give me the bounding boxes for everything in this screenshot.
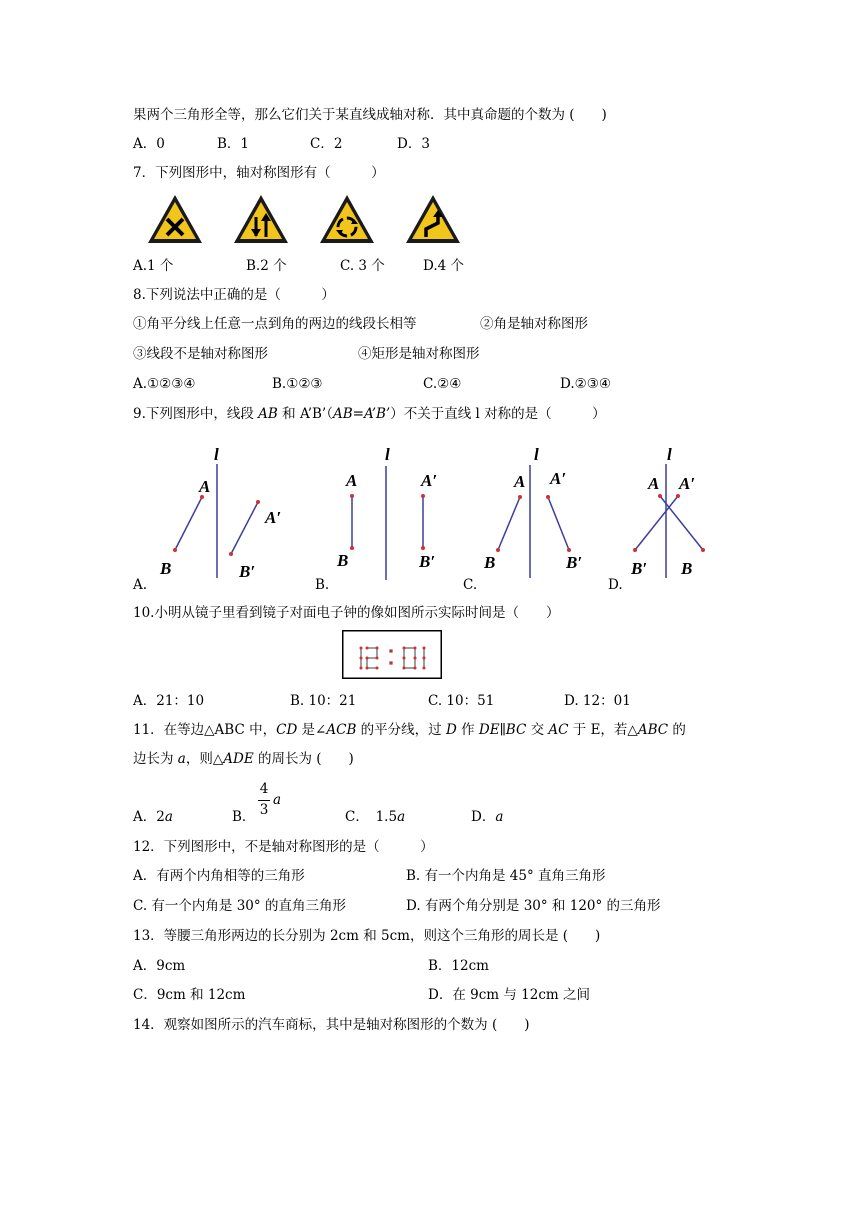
q7-option-d: D.4 个 xyxy=(423,258,465,274)
label-a: A xyxy=(346,471,358,490)
q9-option-a: A. xyxy=(133,577,148,593)
q12-option-b: B. 有一个内角是 45° 直角三角形 xyxy=(406,868,606,884)
q11-option-b: B． xyxy=(232,809,256,825)
label-l: l xyxy=(385,445,390,464)
q8-option-d: D.②③④ xyxy=(560,376,611,392)
q7-option-b: B.2 个 xyxy=(246,258,287,274)
label-a: A xyxy=(199,477,211,496)
q8-statement-3: ③线段不是轴对称图形 xyxy=(133,346,268,362)
q6-text: 果两个三角形全等，那么它们关于某直线成轴对称．其中真命题的个数为 ( ) xyxy=(133,107,607,123)
q11-line-2: 边长为 a，则△ADE 的周长为 ( ) xyxy=(133,751,354,767)
label-b: B xyxy=(337,551,349,570)
q12-stem: 12．下列图形中，不是轴对称图形的是（ ） xyxy=(133,839,434,855)
q8-statement-1: ①角平分线上任意一点到角的两边的线段长相等 xyxy=(133,316,417,332)
q11-line-1: 11．在等边△ABC 中，CD 是∠ACB 的平分线，过 D 作 DE∥BC 交 AC 于 E，若△ABC 的 xyxy=(133,722,686,738)
q14-stem: 14．观察如图所示的汽车商标，其中是轴对称图形的个数为 ( ) xyxy=(133,1017,530,1033)
q13-option-d: D．在 9cm 与 12cm 之间 xyxy=(428,987,590,1003)
q10-option-a: A．21：10 xyxy=(133,693,205,709)
q11-option-d: D．a xyxy=(471,809,504,825)
mirrored-clock-icon xyxy=(342,630,442,680)
q7-option-a: A.1 个 xyxy=(133,258,174,274)
q9-figure-d xyxy=(625,440,735,585)
label-l: l xyxy=(214,445,219,464)
q6-option-c: C．2 xyxy=(310,136,343,152)
q12-option-a: A．有两个内角相等的三角形 xyxy=(133,868,305,884)
q12-option-d: D. 有两个角分别是 30° 和 120° 的三角形 xyxy=(406,898,661,914)
q10-stem: 10.小明从镜子里看到镜子对面电子钟的像如图所示实际时间是（ ） xyxy=(133,605,560,621)
label-b-prime: B′ xyxy=(419,552,436,571)
label-l: l xyxy=(667,445,672,464)
label-b-prime: B′ xyxy=(631,559,648,578)
q11-option-c: C． 1.5a xyxy=(345,809,406,825)
q10-option-d: D. 12：01 xyxy=(564,693,631,709)
q12-option-c: C. 有一个内角是 30° 的直角三角形 xyxy=(133,898,346,914)
q7-option-c: C. 3 个 xyxy=(340,258,385,274)
q8-option-a: A.①②③④ xyxy=(133,376,196,392)
roundabout-sign-icon xyxy=(318,193,376,245)
label-a-prime: A′ xyxy=(679,474,696,493)
label-b: B xyxy=(160,559,172,578)
q6-option-a: A．0 xyxy=(133,136,165,152)
x-crossing-sign-icon xyxy=(146,193,204,245)
q9-option-d: D. xyxy=(608,577,623,593)
winding-road-sign-icon xyxy=(404,193,462,245)
q8-statement-4: ④矩形是轴对称图形 xyxy=(358,346,480,362)
q10-option-b: B. 10：21 xyxy=(290,693,357,709)
q9-figure-a xyxy=(140,440,300,585)
q8-statement-2: ②角是轴对称图形 xyxy=(480,316,588,332)
q8-option-c: C.②④ xyxy=(423,376,462,392)
q7-stem: 7．下列图形中，轴对称图形有（ ） xyxy=(133,165,385,181)
q9-figure-b xyxy=(330,440,460,585)
label-a-prime: A′ xyxy=(421,471,438,490)
q9-option-c: C. xyxy=(463,577,478,593)
q9-figure-c xyxy=(480,440,600,585)
q9-stem: 9.下列图形中，线段 AB 和 A’B’（AB=A’B’）不关于直线 l 对称的是（ ） xyxy=(133,406,606,422)
q11-option-a: A．2a xyxy=(133,809,173,825)
label-a-prime: A′ xyxy=(550,469,567,488)
label-b: B xyxy=(484,553,496,572)
label-a: A xyxy=(648,474,660,493)
q13-option-c: C．9cm 和 12cm xyxy=(133,987,246,1003)
label-b: B xyxy=(681,559,693,578)
q6-option-b: B．1 xyxy=(217,136,250,152)
q11-option-b-fraction: 4 3 xyxy=(259,781,269,818)
q10-option-c: C. 10：51 xyxy=(428,693,495,709)
q13-option-b: B．12cm xyxy=(428,958,489,974)
q8-stem: 8.下列说法中正确的是（ ） xyxy=(133,287,335,303)
label-b-prime: B′ xyxy=(566,553,583,572)
q13-stem: 13．等腰三角形两边的长分别为 2cm 和 5cm，则这个三角形的周长是 ( ) xyxy=(133,928,601,944)
q11-option-b-var: a xyxy=(273,792,282,808)
q9-option-b: B. xyxy=(315,577,330,593)
label-a: A xyxy=(514,472,526,491)
label-b-prime: B′ xyxy=(239,562,256,581)
label-l: l xyxy=(534,445,539,464)
q6-option-d: D．3 xyxy=(397,136,430,152)
q8-option-b: B.①②③ xyxy=(272,376,323,392)
two-way-traffic-sign-icon xyxy=(232,193,290,245)
q13-option-a: A．9cm xyxy=(133,958,186,974)
label-a-prime: A′ xyxy=(265,508,282,527)
